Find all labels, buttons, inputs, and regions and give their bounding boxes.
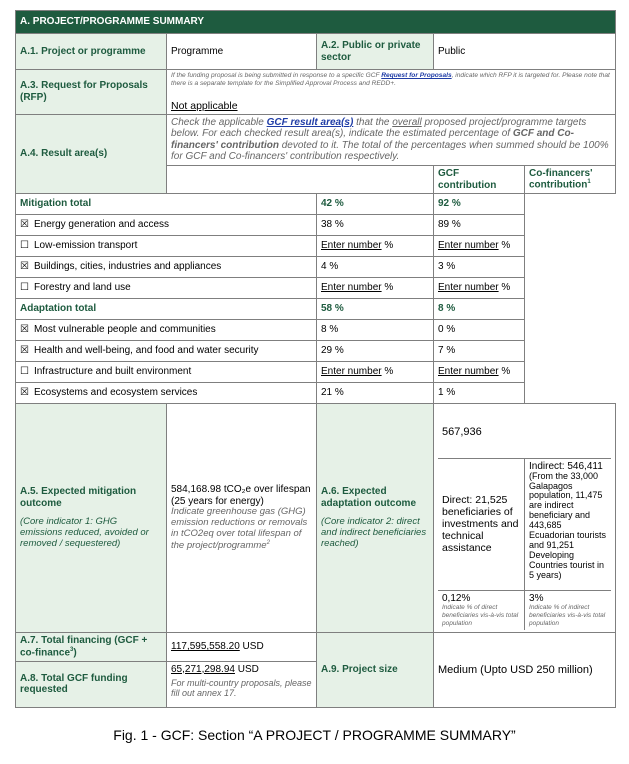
result-area-label: Forestry and land use: [33, 282, 131, 294]
checkbox-icon[interactable]: ☐: [20, 282, 29, 294]
cofinance-percentage[interactable]: Enter number %: [434, 278, 525, 299]
a5-value: [167, 404, 317, 633]
cofinance-percentage: 92 %: [434, 194, 525, 215]
gcf-percentage: 4 %: [317, 257, 434, 278]
result-area-row: [16, 383, 616, 404]
a1-value: Programme: [167, 34, 317, 70]
a3-note: If the funding proposal is being submitted in response to a specific GCF Request for Proposals, indicate which RFP it is targeted for. Please note that there is a separate template for the Simplified Approval Process and REDD+.: [171, 72, 610, 87]
result-area-item[interactable]: [16, 320, 317, 341]
result-area-row: [16, 278, 616, 299]
checkbox-icon[interactable]: ☒: [20, 387, 29, 399]
a6-indirect: Indirect: 546,411 (From the 33,000 Galapagos population, 11,475 are indirect beneficiary and 443,685 Ecuadorian tourists and 91,251 Developing Countries tourist in 5 years): [525, 458, 612, 590]
cofinance-percentage: 3 %: [434, 257, 525, 278]
result-area-row: [16, 320, 616, 341]
checkbox-icon[interactable]: ☐: [20, 366, 29, 378]
a5-hint: Indicate greenhouse gas (GHG) emission reductions or removals in tCO2eq over total lifespan of the project/programme$^2$: [171, 506, 308, 552]
result-area-link[interactable]: GCF result area(s): [266, 116, 354, 128]
gcf-percentage[interactable]: Enter number %: [317, 362, 434, 383]
result-subtotal-label: [16, 299, 317, 320]
a6-total: 567,936: [438, 406, 611, 458]
result-area-label: Energy generation and access: [33, 219, 170, 231]
a1-label: A.1. Project or programme: [16, 34, 167, 70]
a2-label: A.2. Public or private sector: [317, 34, 434, 70]
figure-caption: Fig. 1 - GCF: Section “A PROJECT / PROGRAMME SUMMARY”: [113, 727, 516, 743]
a9-value: Medium (Upto USD 250 million): [434, 633, 616, 707]
a6-indirect-pct: 3% Indicate % of indirect beneficiaries vis-à-vis total population: [525, 590, 612, 630]
gcf-percentage: 21 %: [317, 383, 434, 404]
result-area-label: Health and well-being, and food and water security: [33, 345, 259, 357]
cofinance-percentage: 89 %: [434, 215, 525, 236]
checkbox-icon[interactable]: ☒: [20, 219, 29, 231]
cofinance-percentage[interactable]: Enter number %: [434, 362, 525, 383]
gcf-percentage: 38 %: [317, 215, 434, 236]
result-area-row: [16, 215, 616, 236]
result-area-label: Low-emission transport: [33, 240, 138, 252]
gcf-percentage: 29 %: [317, 341, 434, 362]
a3-label: A.3. Request for Proposals (RFP): [16, 70, 167, 115]
result-area-label: Ecosystems and ecosystem services: [33, 387, 198, 399]
cofinance-percentage: 1 %: [434, 383, 525, 404]
gcf-percentage[interactable]: Enter number %: [317, 278, 434, 299]
gcf-percentage: 42 %: [317, 194, 434, 215]
a5-amount: 584,168.98 tCO₂e over lifespan (25 years for energy): [171, 484, 311, 507]
col-cofin-contribution: Co-financers' contribution$^1$: [525, 165, 616, 193]
result-area-item[interactable]: [16, 215, 317, 236]
a8-label: A.8. Total GCF funding requested: [16, 661, 167, 707]
a5-label: A.5. Expected mitigation outcome (Core indicator 1: GHG emissions reduced, avoided or removed / sequestered): [16, 404, 167, 633]
a3-value: Not applicable: [171, 99, 238, 112]
gcf-percentage[interactable]: Enter number %: [317, 236, 434, 257]
a4-note: Check the applicable GCF result area(s) that the overall proposed project/programme targets below. For each checked result area(s), indicate the estimated percentage of GCF and Co-financers' contribution devoted to it. The total of the percentages when summed should be 100% for GCF and Co-financers' contribution respectively.: [167, 114, 616, 165]
checkbox-icon[interactable]: ☐: [20, 240, 29, 252]
result-area-label: Adaptation total: [20, 303, 97, 315]
a6-nested-table: [438, 406, 611, 630]
cofinance-percentage: 8 %: [434, 299, 525, 320]
rfp-link[interactable]: Request for Proposals: [381, 72, 452, 79]
result-area-row: [16, 362, 616, 383]
col-gcf-contribution: GCF contribution: [434, 165, 525, 193]
summary-table: [15, 10, 616, 708]
checkbox-icon[interactable]: ☒: [20, 345, 29, 357]
a9-label: A.9. Project size: [317, 633, 434, 707]
result-area-row: [16, 299, 616, 320]
summary-form: [15, 10, 615, 708]
a7-label: A.7. Total financing (GCF + co-finance$^3$): [16, 633, 167, 661]
a3-content: [167, 70, 616, 115]
result-area-row: [16, 341, 616, 362]
section-title: A. PROJECT/PROGRAMME SUMMARY: [16, 11, 616, 34]
result-area-item[interactable]: [16, 278, 317, 299]
result-area-item[interactable]: [16, 362, 317, 383]
result-area-label: Buildings, cities, industries and appliances: [33, 261, 222, 273]
result-area-row: [16, 194, 616, 215]
result-area-item[interactable]: [16, 383, 317, 404]
a2-value: Public: [434, 34, 616, 70]
a4-label: A.4. Result area(s): [16, 114, 167, 193]
result-area-row: [16, 236, 616, 257]
result-area-label: Mitigation total: [20, 198, 92, 210]
result-area-label: Infrastructure and built environment: [33, 366, 192, 378]
a4-header-blank: [167, 165, 434, 193]
a6-direct-pct: 0,12% Indicate % of direct beneficiaries vis-à-vis total population: [438, 590, 525, 630]
result-subtotal-label: [16, 194, 317, 215]
a6-direct: Direct: 21,525 beneficiaries of investments and technical assistance: [438, 458, 525, 590]
result-area-row: [16, 257, 616, 278]
result-area-label: Most vulnerable people and communities: [33, 324, 216, 336]
cofinance-percentage[interactable]: Enter number %: [434, 236, 525, 257]
result-area-item[interactable]: [16, 236, 317, 257]
a8-value: 65,271,298.94 USD For multi-country proposals, please fill out annex 17.: [167, 661, 317, 707]
checkbox-icon[interactable]: ☒: [20, 261, 29, 273]
gcf-percentage: 8 %: [317, 320, 434, 341]
result-area-item[interactable]: [16, 257, 317, 278]
gcf-percentage: 58 %: [317, 299, 434, 320]
result-area-item[interactable]: [16, 341, 317, 362]
cofinance-percentage: 0 %: [434, 320, 525, 341]
checkbox-icon[interactable]: ☒: [20, 324, 29, 336]
cofinance-percentage: 7 %: [434, 341, 525, 362]
a7-value: 117,595,558.20 USD: [167, 633, 317, 661]
a6-label: A.6. Expected adaptation outcome (Core indicator 2: direct and indirect beneficiaries reached): [317, 404, 434, 633]
a6-value-grid: [434, 404, 616, 633]
